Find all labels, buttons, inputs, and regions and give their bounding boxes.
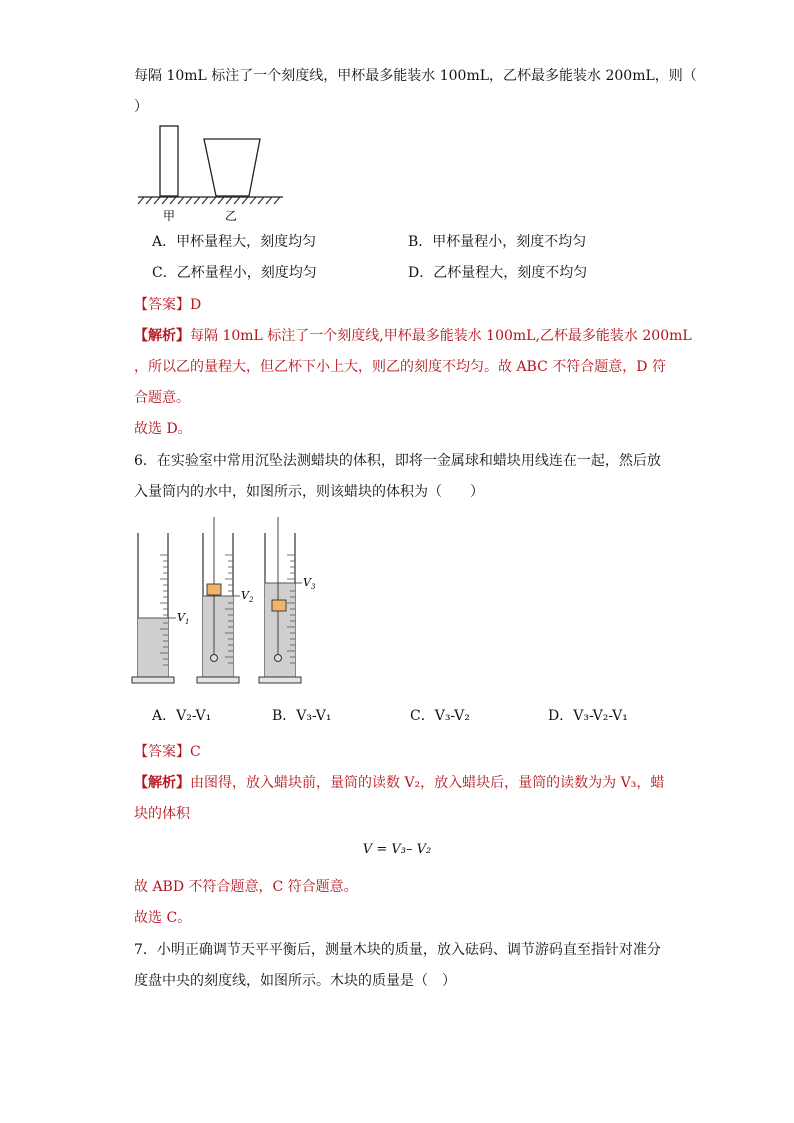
q6-formula: V = V₃– V₂ xyxy=(362,842,432,857)
label-jia: 甲 xyxy=(163,209,176,223)
q6-analysis-line3: 故 ABD 不符合题意，C 符合题意。 xyxy=(134,879,358,895)
analysis-tag: 【解析】 xyxy=(134,775,190,791)
q5-option-d: D．乙杯量程大，刻度不均匀 xyxy=(408,265,588,281)
cup-yi xyxy=(204,139,260,196)
q6-option-c: C．V₃-V₂ xyxy=(410,708,470,724)
q5-stem-line1: 每隔 10mL 标注了一个刻度线，甲杯最多能装水 100mL，乙杯最多能装水 200mL，则（ xyxy=(134,68,697,84)
q6-stem-line1: 6．在实验室中常用沉坠法测蜡块的体积，即将一金属球和蜡块用线连在一起，然后放 xyxy=(134,453,661,469)
q5-analysis-text1: 每隔 10mL 标注了一个刻度线,甲杯最多能装水 100mL,乙杯最多能装水 200mL xyxy=(190,328,692,344)
q6-analysis-line2: 块的体积 xyxy=(134,806,190,822)
cylinder-1 xyxy=(132,533,189,683)
q5-option-b: B．甲杯量程小，刻度不均匀 xyxy=(408,234,587,250)
metal-ball-3 xyxy=(275,655,282,662)
q5-stem-line2: ） xyxy=(134,99,148,115)
cylinder-2 xyxy=(197,517,254,683)
wax-block-2 xyxy=(207,584,221,595)
q6-analysis-text1: 由图得，放入蜡块前，量筒的读数 V₂，放入蜡块后，量筒的读数为为 V₃，蜡 xyxy=(190,775,665,791)
q5-answer: 【答案】D xyxy=(134,297,202,313)
q6-answer: 【答案】C xyxy=(134,744,201,760)
q6-option-d: D．V₃-V₂-V₁ xyxy=(548,708,628,724)
water-1 xyxy=(138,618,168,677)
q6-conclusion: 故选 C。 xyxy=(134,910,192,926)
q5-cups-figure xyxy=(136,122,286,224)
q5-analysis-line1 xyxy=(134,326,692,346)
q5-analysis-line3: 合题意。 xyxy=(134,390,190,406)
metal-ball-2 xyxy=(211,655,218,662)
q6-analysis-line1 xyxy=(134,773,664,793)
analysis-tag: 【解析】 xyxy=(134,328,190,344)
q5-analysis-line2: ，所以乙的量程大，但乙杯下小上大，则乙的刻度不均匀。故 ABC 不符合题意，D 符 xyxy=(134,359,666,375)
water-2 xyxy=(203,596,233,677)
q5-option-c: C．乙杯量程小，刻度均匀 xyxy=(152,265,317,281)
q7-stem-line1: 7．小明正确调节天平平衡后，测量木块的质量，放入砝码、调节游码直至指针对准分 xyxy=(134,942,661,958)
q5-option-a: A．甲杯量程大，刻度均匀 xyxy=(152,234,317,250)
label-v1: $V_1$ xyxy=(177,611,190,626)
q6-option-b: B．V₃-V₁ xyxy=(272,708,332,724)
q7-stem-line2: 度盘中央的刻度线，如图所示。木块的质量是（ ） xyxy=(134,973,456,989)
label-yi: 乙 xyxy=(225,209,238,223)
q5-conclusion: 故选 D。 xyxy=(134,421,192,437)
q6-cylinders-figure xyxy=(130,515,330,690)
q6-option-a: A．V₂-V₁ xyxy=(152,708,212,724)
cylinder-3 xyxy=(259,517,316,683)
q6-stem-line2: 入量筒内的水中，如图所示，则该蜡块的体积为（ ） xyxy=(134,484,484,500)
label-v3: $V_3$ xyxy=(303,576,316,591)
label-v2: $V_2$ xyxy=(241,589,254,604)
cup-jia xyxy=(160,126,178,196)
wax-block-3 xyxy=(272,600,286,611)
